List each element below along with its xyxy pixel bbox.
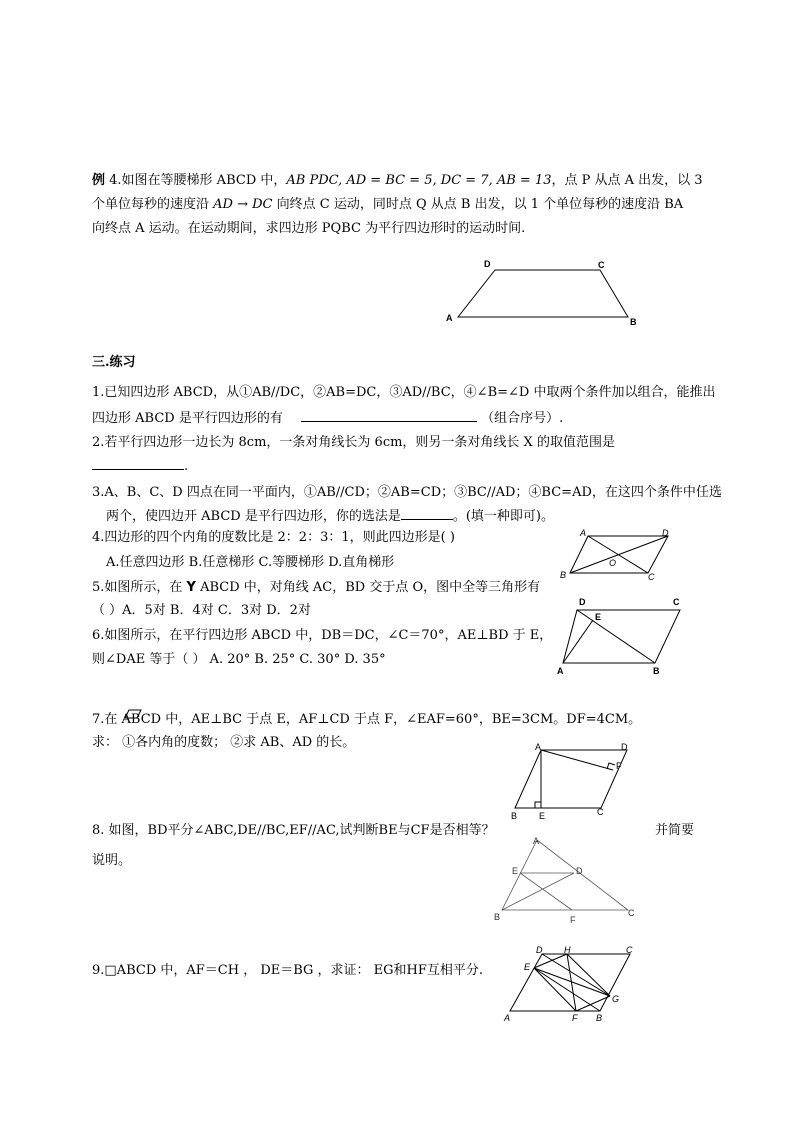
- label-C: C: [648, 572, 655, 582]
- q7-line1: 7.在 ABCD 中，AE⊥BC 于点 E，AF⊥CD 于点 F，∠EAF=60°，BE=3CM。DF=4CM。: [92, 712, 642, 727]
- q1-line2: [92, 407, 563, 429]
- diagonal-DB: [577, 610, 655, 663]
- q1-suffix: （组合序号）.: [481, 411, 564, 426]
- label-B: B: [560, 570, 567, 580]
- label-A: A: [535, 742, 542, 752]
- q5-text-b: ABCD 中，对角线 AC，BD 交于点 O，图中全等三角形有: [195, 580, 541, 595]
- label-C: C: [673, 597, 680, 607]
- label-O: O: [609, 558, 617, 568]
- parallelogram-ABCD: [563, 610, 680, 663]
- right-angle-mark-E: [535, 802, 541, 808]
- q3-suffix: 。(填一种即可)。: [452, 509, 554, 524]
- q2-line1: 2.若平行四边形一边长为 8cm，一条对角线长为 6cm，则另一条对角线长 X 的取值范围是: [92, 435, 615, 450]
- q8-line1-tail: 并简要: [655, 823, 695, 838]
- example4-line2b: 向终点 C 运动，同时点 Q 从点 B 出发，以 1 个单位每秒的速度沿 BA: [272, 197, 684, 212]
- example4-line1: [92, 171, 703, 191]
- label-A: A: [580, 528, 587, 538]
- example4-math: AB PDC, AD = BC = 5, DC = 7, AB = 13: [286, 173, 552, 188]
- q3-line2: [106, 505, 554, 527]
- label-A: A: [557, 666, 564, 676]
- segment-FE: [534, 968, 576, 1011]
- parallelogram-symbol-icon: [120, 708, 142, 720]
- q6-line1: 6.如图所示，在平行四边形 ABCD 中，DB＝DC，∠C＝70°，AE⊥BD 于 E，: [92, 628, 553, 643]
- label-D: D: [621, 742, 628, 752]
- segment-HG: [567, 954, 610, 996]
- label-C: C: [628, 908, 635, 918]
- label-A: A: [446, 313, 453, 323]
- parallelogram-perpendicular-figure: [555, 598, 695, 678]
- q9-line1: 9.□ABCD 中，AF＝CH ， DE＝BG ，求证： EG和HF互相平分.: [92, 963, 484, 978]
- q8-text: 8. 如图，BD平分∠ABC,DE//BC,EF//AC,试判断BE与CF是否相等？: [92, 823, 495, 838]
- trapezoid-shape: [458, 270, 628, 317]
- example-label: 例: [92, 173, 106, 188]
- example4-line3: 向终点 A 运动。在运动期间，求四边形 PQBC 为平行四边形时的运动时间.: [92, 221, 526, 236]
- triangle-bisector-figure: [490, 830, 645, 928]
- label-C: C: [626, 945, 633, 955]
- parallelogram-symbol-icon: Y: [186, 580, 196, 595]
- q7-line2: 求： ①各内角的度数； ②求 AB、AD 的长。: [92, 735, 356, 750]
- q5-options: （ ）A．5对 B．4对 C．3对 D．2对: [92, 603, 311, 618]
- example4-line2: [92, 195, 683, 215]
- example4-line2a: 个单位每秒的速度沿: [92, 197, 214, 212]
- label-E: E: [512, 866, 519, 876]
- label-B: B: [596, 1013, 603, 1023]
- q2-answer-blank[interactable]: [92, 455, 184, 470]
- segment-BD: [502, 873, 574, 910]
- q1-answer-blank[interactable]: [301, 407, 477, 422]
- label-A: A: [504, 1013, 511, 1023]
- label-E: E: [524, 962, 531, 972]
- parallelogram-altitudes-figure: [505, 742, 635, 822]
- label-F: F: [570, 915, 576, 925]
- label-D: D: [484, 259, 491, 269]
- q5-text-a: 5.如图所示，在: [92, 580, 183, 595]
- label-C: C: [597, 807, 604, 817]
- label-A: A: [533, 836, 540, 846]
- example4-lead: 4.如图在等腰梯形 ABCD 中，: [105, 173, 287, 188]
- q3-text: 两个，使四边开 ABCD 是平行四边形，你的选法是: [106, 509, 401, 524]
- segment-EB: [534, 968, 600, 1011]
- label-C: C: [598, 260, 605, 270]
- right-angle-mark-F: [607, 763, 615, 769]
- section-title: 三.练习: [92, 355, 136, 370]
- label-E: E: [595, 612, 602, 622]
- label-D: D: [579, 597, 586, 607]
- q4-line1: 4.四边形的四个内角的度数比是 2：2：3：1，则此四边形是( ): [92, 530, 455, 545]
- label-B: B: [653, 666, 660, 676]
- label-G: G: [612, 994, 620, 1004]
- label-D: D: [576, 866, 583, 876]
- altitude-AF: [541, 750, 613, 770]
- segment-EF: [520, 873, 572, 910]
- q5-line1: [92, 578, 540, 598]
- parallelogram-bisect-figure: [500, 944, 640, 1024]
- q8-line1: [92, 821, 495, 841]
- label-D: D: [536, 945, 543, 955]
- q3-line1: 3.A、B、C、D 四点在同一平面内，①AB//CD；②AB=CD；③BC//AD；④BC=AD，在这四个条件中任选: [92, 485, 722, 500]
- diagonal-BD: [570, 536, 668, 573]
- q2-suffix: .: [184, 459, 189, 474]
- parallelogram-diagonals-figure: [560, 528, 680, 588]
- example4-tail: ，点 P 从点 A 出发，以 3: [551, 173, 703, 188]
- example4-line2-math: AD → DC: [213, 197, 273, 212]
- q1-line1: 1.已知四边形 ABCD，从①AB//DC，②AB=DC，③AD//BC，④∠B=∠D 中取两个条件加以组合，能推出: [92, 385, 716, 400]
- q8-line2: 说明。: [92, 853, 132, 868]
- label-F: F: [572, 1013, 578, 1023]
- q6-line2: 则∠DAE 等于（ ） A. 20° B. 25° C. 30° D. 35°: [92, 652, 386, 667]
- label-D: D: [662, 528, 669, 538]
- segment-AE: [563, 620, 593, 663]
- q1-text: 四边形 ABCD 是平行四边形的有: [92, 411, 283, 426]
- label-F: F: [616, 761, 622, 771]
- triangle-ABC: [502, 840, 628, 910]
- q3-answer-blank[interactable]: [401, 505, 453, 520]
- label-B: B: [511, 811, 518, 821]
- label-B: B: [630, 317, 637, 327]
- trapezoid-figure: [440, 255, 640, 335]
- label-H: H: [564, 945, 571, 955]
- label-B: B: [494, 912, 501, 922]
- label-E: E: [539, 811, 546, 821]
- q2-line2: [92, 455, 188, 477]
- q4-options: A.任意四边形 B.任意梯形 C.等腰梯形 D.直角梯形: [106, 555, 395, 570]
